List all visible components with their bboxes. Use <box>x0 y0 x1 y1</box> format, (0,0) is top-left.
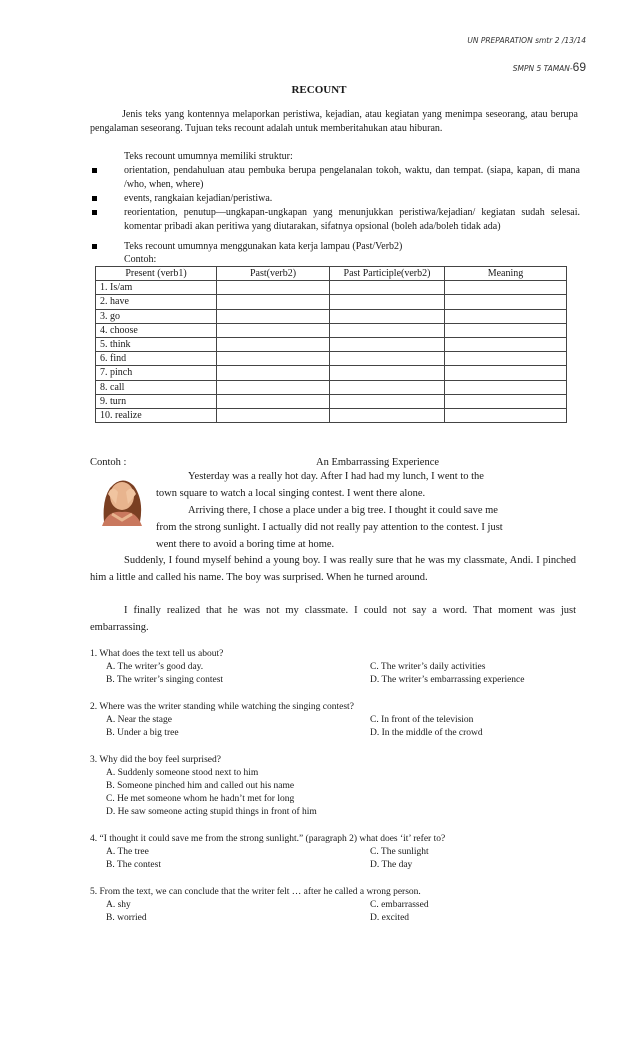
option-c[interactable]: C. The sunlight <box>370 847 429 857</box>
story-label: Contoh : <box>90 457 127 468</box>
bullet-text: orientation, pendahuluan atau pembuka berupa pengelanalan tokoh, waktu, dan tempat. (siapa, kapan, di mana /who, when, where) <box>124 165 580 190</box>
empty-cell[interactable] <box>217 295 330 309</box>
story-p2-line3: went there to avoid a boring time at home. <box>156 539 335 550</box>
verb-cell: 4. choose <box>96 323 217 337</box>
option-d[interactable]: D. excited <box>370 913 410 923</box>
option-a[interactable]: A. The writer’s good day. <box>106 662 204 672</box>
empty-cell[interactable] <box>445 408 567 422</box>
empty-cell[interactable] <box>330 366 445 380</box>
intro-paragraph: Jenis teks yang kontennya melaporkan peristiwa, kejadian, atau kegiatan yang menimpa seseorang, atau berupa pengalaman seseorang. Tujuan teks recount adalah untuk memberitahukan atau hiburan. <box>90 109 578 134</box>
table-row <box>96 281 567 295</box>
verb-table <box>95 266 567 423</box>
empty-cell[interactable] <box>217 309 330 323</box>
verb-cell: 9. turn <box>96 394 217 408</box>
empty-cell[interactable] <box>217 380 330 394</box>
option-b[interactable]: B. worried <box>106 913 147 923</box>
table-row <box>96 295 567 309</box>
question-3 <box>90 754 590 817</box>
option-c[interactable]: C. He met someone whom he hadn’t met for long <box>106 794 295 804</box>
bullet-text: Teks recount umumnya menggunakan kata kerja lampau (Past/Verb2) <box>124 241 403 252</box>
empty-cell[interactable] <box>217 281 330 295</box>
option-d[interactable]: D. He saw someone acting stupid things in front of him <box>106 807 317 817</box>
question-5 <box>90 886 590 923</box>
option-d[interactable]: D. The day <box>370 860 413 870</box>
column-header: Present (verb1) <box>96 267 217 281</box>
empty-cell[interactable] <box>445 366 567 380</box>
empty-cell[interactable] <box>330 394 445 408</box>
empty-cell[interactable] <box>217 394 330 408</box>
story-p1-line1: Yesterday was a really hot day. After I had had my lunch, I went to the <box>188 471 484 482</box>
question-text: 3. Why did the boy feel surprised? <box>90 755 221 765</box>
table-row <box>96 323 567 337</box>
bullet-square-icon <box>92 210 97 215</box>
story-p4: I finally realized that he was not my classmate. I could not say a word. That moment was just embarrassing. <box>90 605 576 633</box>
question-text: 5. From the text, we can conclude that the writer felt … after he called a wrong person. <box>90 887 421 897</box>
empty-cell[interactable] <box>217 337 330 351</box>
bullet-square-icon <box>92 168 97 173</box>
column-header: Past Participle(verb2) <box>330 267 445 281</box>
header-school: SMPN 5 TAMAN- <box>512 64 573 73</box>
bullet-text: reorientation, penutup—ungkapan-ungkapan yang menunjukkan peristiwa/kejadian/ kegiatan sudah selesai. komentar pribadi akan peritiwa yang diutarakan, sifatnya opsional (boleh ada/boleh tidak ada) <box>124 207 580 232</box>
verb-cell: 2. have <box>96 295 217 309</box>
story-p1-line2: town square to watch a local singing contest. I went there alone. <box>156 488 426 499</box>
empty-cell[interactable] <box>330 337 445 351</box>
table-header-row <box>96 267 567 281</box>
example-label: Contoh: <box>124 254 157 265</box>
verb-cell: 3. go <box>96 309 217 323</box>
empty-cell[interactable] <box>330 323 445 337</box>
bullet-orientation <box>92 164 580 192</box>
empty-cell[interactable] <box>445 309 567 323</box>
page-number: 69 <box>572 60 586 74</box>
empty-cell[interactable] <box>217 366 330 380</box>
option-a[interactable]: A. The tree <box>106 847 149 857</box>
empty-cell[interactable] <box>445 394 567 408</box>
option-a[interactable]: A. shy <box>106 900 131 910</box>
option-a[interactable]: A. Near the stage <box>106 715 172 725</box>
option-b[interactable]: B. The contest <box>106 860 161 870</box>
empty-cell[interactable] <box>445 352 567 366</box>
option-c[interactable]: C. embarrassed <box>370 900 429 910</box>
table-row <box>96 366 567 380</box>
question-text: 2. Where was the writer standing while watching the singing contest? <box>90 702 354 712</box>
bullet-past-verb <box>92 240 580 254</box>
option-a[interactable]: A. Suddenly someone stood next to him <box>106 768 259 778</box>
table-row <box>96 380 567 394</box>
header-line-1: UN PREPARATION smtr 2 /13/14 <box>467 36 586 45</box>
empty-cell[interactable] <box>330 408 445 422</box>
story-title: An Embarrassing Experience <box>316 457 440 468</box>
column-header: Past(verb2) <box>217 267 330 281</box>
empty-cell[interactable] <box>445 337 567 351</box>
option-b[interactable]: B. Someone pinched him and called out his name <box>106 781 295 791</box>
page-title: RECOUNT <box>291 84 347 96</box>
option-d[interactable]: D. In the middle of the crowd <box>370 728 483 738</box>
empty-cell[interactable] <box>217 408 330 422</box>
structure-lead: Teks recount umumnya memiliki struktur: <box>124 151 293 162</box>
question-text: 4. “I thought it could save me from the strong sunlight.” (paragraph 2) what does ‘it’ refer to? <box>90 834 446 844</box>
story-p3: Suddenly, I found myself behind a young boy. I was really sure that he was my classmate, Andi. I pinched him a little and called his name. The boy was surprised. When he turned around. <box>90 555 576 583</box>
table-row <box>96 394 567 408</box>
empty-cell[interactable] <box>330 380 445 394</box>
question-4 <box>90 833 590 870</box>
verb-cell: 5. think <box>96 337 217 351</box>
table-row <box>96 408 567 422</box>
empty-cell[interactable] <box>217 323 330 337</box>
column-header: Meaning <box>445 267 567 281</box>
option-c[interactable]: C. In front of the television <box>370 715 474 725</box>
verb-cell: 1. Is/am <box>96 281 217 295</box>
question-text: 1. What does the text tell us about? <box>90 649 224 659</box>
bullet-square-icon <box>92 196 97 201</box>
verb-cell: 10. realize <box>96 408 217 422</box>
empty-cell[interactable] <box>330 295 445 309</box>
empty-cell[interactable] <box>445 295 567 309</box>
option-b[interactable]: B. The writer’s singing contest <box>106 675 224 685</box>
empty-cell[interactable] <box>217 352 330 366</box>
empty-cell[interactable] <box>330 352 445 366</box>
bullet-square-icon <box>92 244 97 249</box>
verb-cell: 6. find <box>96 352 217 366</box>
empty-cell[interactable] <box>330 309 445 323</box>
bullet-text: events, rangkaian kejadian/peristiwa. <box>124 193 273 204</box>
table-row <box>96 352 567 366</box>
option-d[interactable]: D. The writer’s embarrassing experience <box>370 675 525 685</box>
question-1 <box>90 648 590 685</box>
question-2 <box>90 701 590 738</box>
option-c[interactable]: C. The writer’s daily activities <box>370 662 486 672</box>
option-b[interactable]: B. Under a big tree <box>106 728 179 738</box>
bullet-events <box>92 192 580 206</box>
story-p2-line1: Arriving there, I chose a place under a big tree. I thought it could save me <box>188 505 498 516</box>
table-row <box>96 309 567 323</box>
story-p2-line2: from the strong sunlight. I actually did not really pay attention to the contest. I just <box>156 522 503 533</box>
empty-cell[interactable] <box>330 281 445 295</box>
verb-cell: 7. pinch <box>96 366 217 380</box>
empty-cell[interactable] <box>445 323 567 337</box>
empty-cell[interactable] <box>445 380 567 394</box>
embarrassed-woman-photo <box>94 470 150 526</box>
bullet-reorientation <box>92 206 580 234</box>
header-line-2 <box>513 60 586 74</box>
verb-cell: 8. call <box>96 380 217 394</box>
table-row <box>96 337 567 351</box>
empty-cell[interactable] <box>445 281 567 295</box>
